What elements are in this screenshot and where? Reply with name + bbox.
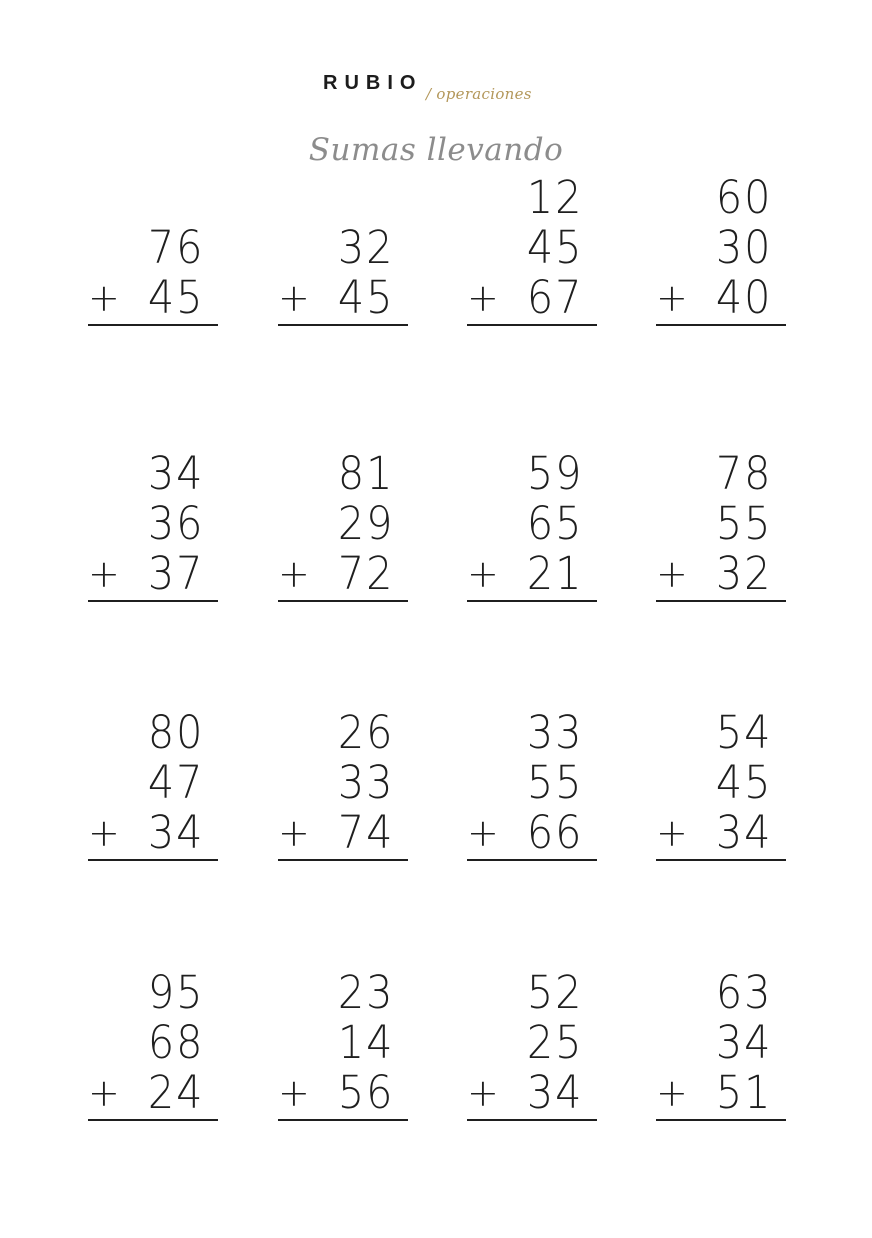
sum-line	[278, 1119, 408, 1121]
sum-line	[467, 600, 597, 602]
addend: 34	[715, 806, 772, 859]
plus-sign: +	[88, 811, 120, 855]
plus-sign: +	[467, 552, 499, 596]
plus-sign: +	[278, 276, 310, 320]
addend: 52	[526, 966, 583, 1019]
addend: 80	[147, 706, 204, 759]
addition-problem	[656, 968, 786, 1122]
brand-subtitle: / operaciones	[426, 85, 532, 103]
plus-sign: +	[467, 1071, 499, 1115]
addend: 45	[526, 221, 583, 274]
sum-line	[88, 859, 218, 861]
addend: 72	[337, 547, 394, 600]
plus-sign: +	[88, 276, 120, 320]
addend: 56	[337, 1066, 394, 1119]
addend: 12	[526, 171, 583, 224]
addend: 55	[715, 497, 772, 550]
plus-sign: +	[656, 1071, 688, 1115]
sum-line	[278, 859, 408, 861]
addend: 32	[337, 221, 394, 274]
sum-line	[467, 1119, 597, 1121]
plus-sign: +	[656, 552, 688, 596]
addend: 33	[526, 706, 583, 759]
addend: 55	[526, 756, 583, 809]
sum-line	[656, 1119, 786, 1121]
plus-sign: +	[88, 1071, 120, 1115]
plus-sign: +	[656, 811, 688, 855]
brand-logo: RUBIO	[323, 72, 423, 94]
addend: 45	[147, 271, 204, 324]
addition-problem	[278, 968, 408, 1122]
addend: 60	[715, 171, 772, 224]
addend: 40	[715, 271, 772, 324]
plus-sign: +	[278, 552, 310, 596]
addition-problem	[467, 449, 597, 603]
addend: 21	[526, 547, 583, 600]
addition-problem	[656, 708, 786, 862]
addend: 24	[147, 1066, 204, 1119]
sum-line	[656, 324, 786, 326]
addend: 54	[715, 706, 772, 759]
addend: 34	[147, 447, 204, 500]
addend: 30	[715, 221, 772, 274]
addend: 95	[147, 966, 204, 1019]
addend: 32	[715, 547, 772, 600]
addition-problem	[88, 223, 218, 327]
sum-line	[88, 600, 218, 602]
addition-problem	[88, 708, 218, 862]
addition-problem	[88, 968, 218, 1122]
addend: 68	[147, 1016, 204, 1069]
sum-line	[467, 859, 597, 861]
sum-line	[656, 859, 786, 861]
addend: 34	[715, 1016, 772, 1069]
sum-line	[656, 600, 786, 602]
addition-problem	[467, 173, 597, 327]
addend: 36	[147, 497, 204, 550]
addend: 74	[337, 806, 394, 859]
addend: 81	[337, 447, 394, 500]
addend: 26	[337, 706, 394, 759]
sum-line	[278, 324, 408, 326]
plus-sign: +	[278, 811, 310, 855]
addend: 47	[147, 756, 204, 809]
addend: 14	[337, 1016, 394, 1069]
addition-problem	[278, 223, 408, 327]
addend: 33	[337, 756, 394, 809]
addend: 34	[526, 1066, 583, 1119]
plus-sign: +	[467, 811, 499, 855]
addend: 66	[526, 806, 583, 859]
addend: 76	[147, 221, 204, 274]
addend: 23	[337, 966, 394, 1019]
addition-problem	[88, 449, 218, 603]
plus-sign: +	[278, 1071, 310, 1115]
addend: 45	[337, 271, 394, 324]
addend: 29	[337, 497, 394, 550]
addend: 59	[526, 447, 583, 500]
sum-line	[278, 600, 408, 602]
addend: 67	[526, 271, 583, 324]
addend: 34	[147, 806, 204, 859]
addition-problem	[278, 708, 408, 862]
addition-problem	[467, 968, 597, 1122]
sum-line	[467, 324, 597, 326]
plus-sign: +	[88, 552, 120, 596]
plus-sign: +	[656, 276, 688, 320]
addition-problem	[656, 449, 786, 603]
sum-line	[88, 1119, 218, 1121]
addend: 45	[715, 756, 772, 809]
addend: 63	[715, 966, 772, 1019]
addition-problem	[656, 173, 786, 327]
worksheet-title: Sumas llevando	[308, 132, 564, 168]
addend: 51	[715, 1066, 772, 1119]
addend: 37	[147, 547, 204, 600]
addition-problem	[278, 449, 408, 603]
addend: 78	[715, 447, 772, 500]
addend: 25	[526, 1016, 583, 1069]
sum-line	[88, 324, 218, 326]
addend: 65	[526, 497, 583, 550]
plus-sign: +	[467, 276, 499, 320]
addition-problem	[467, 708, 597, 862]
